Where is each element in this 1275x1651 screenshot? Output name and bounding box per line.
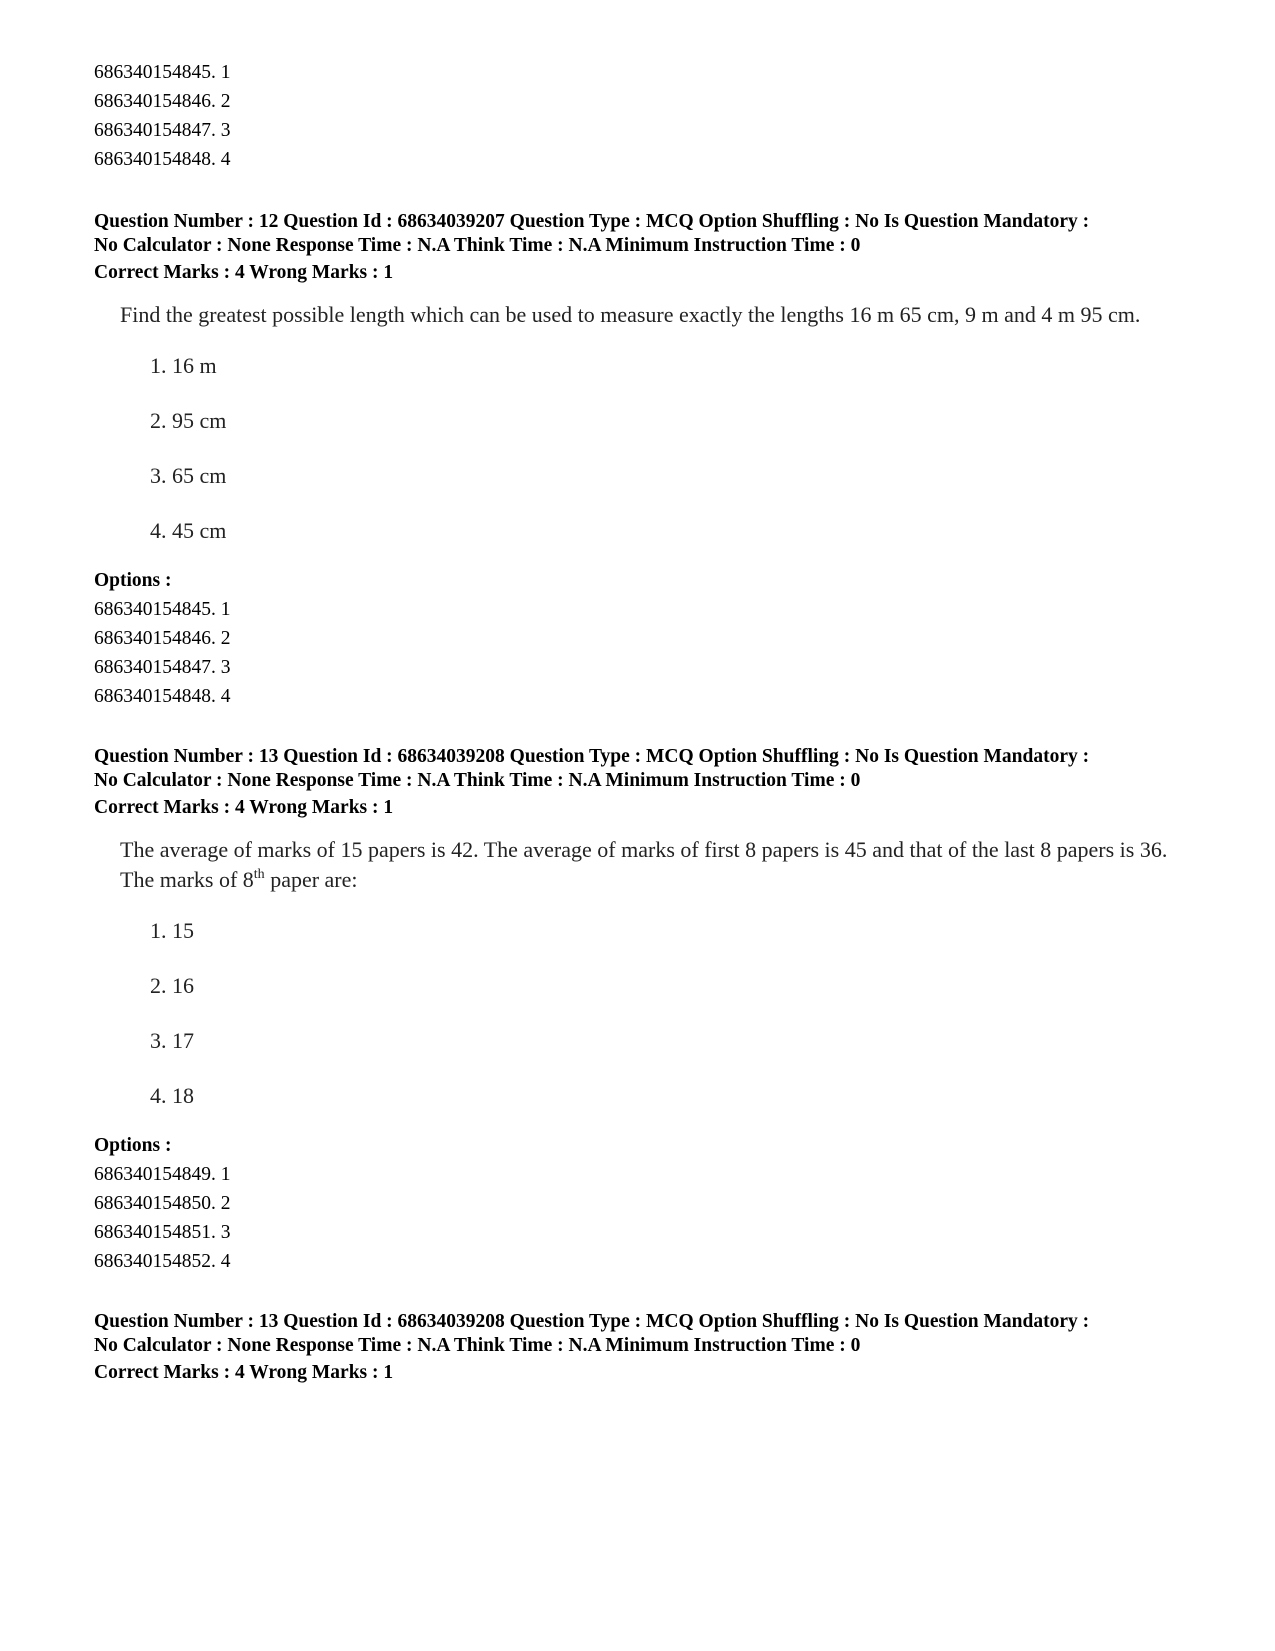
question-body: [120, 300, 1214, 558]
question-choice: 2. 95 cm: [150, 408, 227, 433]
option-id-line: 686340154846. 2: [94, 91, 231, 112]
question-header-line-2: No Calculator : None Response Time : N.A Think Time : N.A Minimum Instruction Time : 0: [94, 235, 861, 256]
question-13-repeat-block: [94, 1310, 1214, 1388]
question-choice: 4. 18: [150, 1083, 194, 1108]
top-options-list: [94, 58, 1214, 174]
question-header-line-2: No Calculator : None Response Time : N.A Think Time : N.A Minimum Instruction Time : 0: [94, 1335, 861, 1356]
question-header-line-1: Question Number : 12 Question Id : 68634039207 Question Type : MCQ Option Shuffling : No Is Question Mandatory :: [94, 211, 1090, 232]
option-id-line: 686340154851. 3: [94, 1222, 231, 1243]
option-id-line: 686340154847. 3: [94, 657, 231, 678]
option-id-line: 686340154845. 1: [94, 62, 231, 83]
question-choice: 3. 17: [150, 1028, 194, 1053]
question-header: [94, 210, 1214, 258]
option-id-line: 686340154845. 1: [94, 599, 231, 620]
question-text: Find the greatest possible length which can be used to measure exactly the lengths 16 m 65 cm, 9 m and 4 m 95 cm.: [120, 302, 1141, 327]
question-text: [120, 835, 1180, 895]
question-text-superscript: th: [253, 867, 265, 882]
option-id-line: 686340154848. 4: [94, 686, 231, 707]
question-text-part-1: The average of marks of 15 papers is 42. The average of marks of first 8 papers is 45 and that of the last 8 papers is 36. The marks of 8: [120, 837, 1168, 892]
option-id-line: 686340154847. 3: [94, 120, 231, 141]
question-header: [94, 1310, 1214, 1358]
question-choice: 4. 45 cm: [150, 518, 227, 543]
option-id-line: 686340154849. 1: [94, 1164, 231, 1185]
question-choice: 1. 16 m: [150, 353, 217, 378]
question-header-line-1: Question Number : 13 Question Id : 68634039208 Question Type : MCQ Option Shuffling : No Is Question Mandatory :: [94, 1311, 1090, 1332]
question-choice: 1. 15: [150, 918, 194, 943]
question-body: [120, 835, 1214, 1123]
question-text-part-2: paper are:: [264, 867, 358, 892]
question-header-line-1: Question Number : 13 Question Id : 68634039208 Question Type : MCQ Option Shuffling : No Is Question Mandatory :: [94, 746, 1090, 767]
question-choice: 3. 65 cm: [150, 463, 227, 488]
question-header: [94, 745, 1214, 793]
option-id-line: 686340154850. 2: [94, 1193, 231, 1214]
question-choice: 2. 16: [150, 973, 194, 998]
question-13-block: [94, 745, 1214, 1276]
question-marks: Correct Marks : 4 Wrong Marks : 1: [94, 797, 394, 818]
question-marks: Correct Marks : 4 Wrong Marks : 1: [94, 1362, 394, 1383]
option-id-line: 686340154846. 2: [94, 628, 231, 649]
document-page: [94, 58, 1214, 1388]
question-marks: Correct Marks : 4 Wrong Marks : 1: [94, 262, 394, 283]
options-label: Options :: [94, 1135, 172, 1156]
options-label: Options :: [94, 570, 172, 591]
option-id-line: 686340154848. 4: [94, 149, 231, 170]
option-id-line: 686340154852. 4: [94, 1251, 231, 1272]
question-header-line-2: No Calculator : None Response Time : N.A Think Time : N.A Minimum Instruction Time : 0: [94, 770, 861, 791]
question-12-block: [94, 210, 1214, 711]
